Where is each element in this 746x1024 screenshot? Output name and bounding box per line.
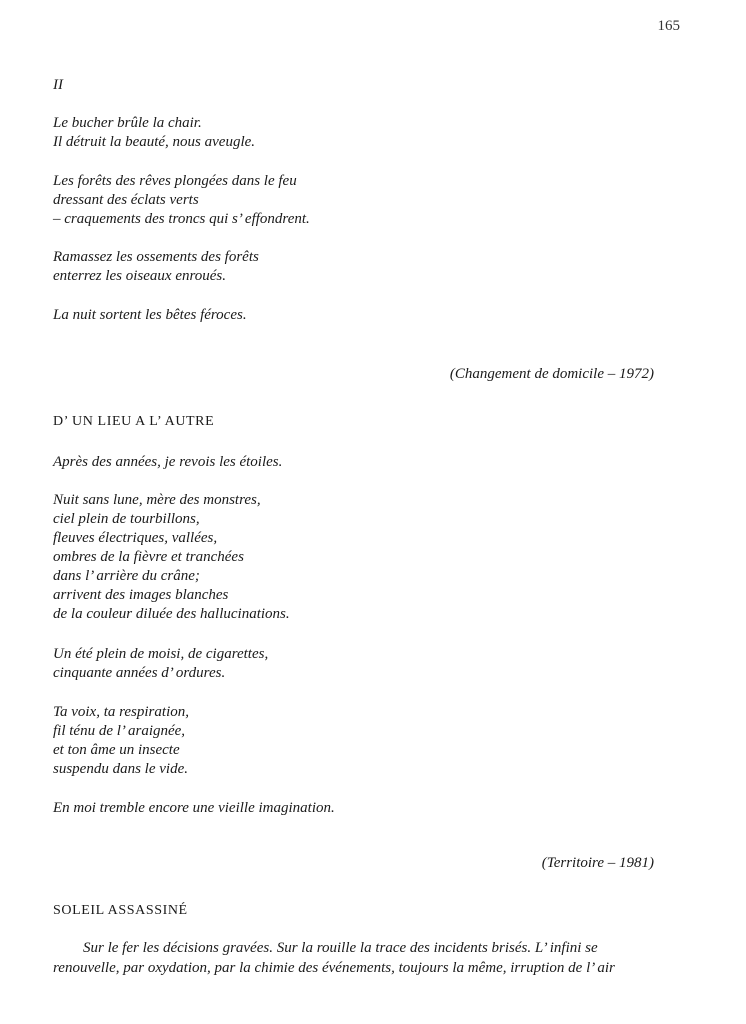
verse-line: Ramassez les ossements des forêts (53, 249, 259, 265)
verse-line: enterrez les oiseaux enroués. (53, 268, 227, 284)
verse-line: – craquements des troncs qui s’ effondrent. (53, 211, 310, 227)
stanza (53, 306, 247, 325)
stanza (53, 491, 290, 624)
verse-line: En moi tremble encore une vieille imagination. (53, 800, 335, 816)
source-citation: (Changement de domicile – 1972) (449, 366, 654, 382)
verse-line: Un été plein de moisi, de cigarettes, (53, 646, 269, 662)
verse-line: dans l’ arrière du crâne; (53, 568, 200, 584)
stanza (53, 114, 255, 152)
verse-line: de la couleur diluée des hallucinations. (53, 606, 290, 622)
verse-line: fleuves électriques, vallées, (53, 530, 218, 546)
stanza (53, 172, 310, 229)
verse-line: suspendu dans le vide. (53, 761, 188, 777)
verse-line: Les forêts des rêves plongées dans le feu (53, 173, 297, 189)
section-heading: II (53, 77, 63, 93)
prose-line: Sur le fer les décisions gravées. Sur la rouille la trace des incidents brisés. L’ infini se (83, 940, 598, 956)
prose-line: renouvelle, par oxydation, par la chimie des événements, toujours la même, irruption de l’ air (53, 960, 615, 976)
verse-line: dressant des éclats verts (53, 192, 199, 208)
verse-line: La nuit sortent les bêtes féroces. (53, 307, 247, 323)
poem-title: D’ UN LIEU A L’ AUTRE (53, 414, 215, 429)
prose-paragraph (53, 938, 656, 978)
verse-line: ombres de la fièvre et tranchées (53, 549, 244, 565)
verse-line: et ton âme un insecte (53, 742, 180, 758)
verse-line: Après des années, je revois les étoiles. (53, 454, 283, 470)
stanza (53, 248, 259, 286)
verse-line: Ta voix, ta respiration, (53, 704, 189, 720)
source-citation: (Territoire – 1981) (541, 855, 654, 871)
stanza (53, 799, 335, 818)
stanza (53, 453, 282, 472)
verse-line: Nuit sans lune, mère des monstres, (53, 492, 261, 508)
stanza (53, 645, 268, 683)
stanza (53, 703, 189, 779)
verse-line: fil ténu de l’ araignée, (53, 723, 186, 739)
verse-line: cinquante années d’ ordures. (53, 665, 226, 681)
verse-line: arrivent des images blanches (53, 587, 229, 603)
poem-title: SOLEIL ASSASSINÉ (53, 903, 188, 918)
verse-line: ciel plein de tourbillons, (53, 511, 200, 527)
verse-line: Le bucher brûle la chair. (53, 115, 202, 131)
page-number: 165 (657, 18, 680, 34)
verse-line: Il détruit la beauté, nous aveugle. (53, 134, 256, 150)
